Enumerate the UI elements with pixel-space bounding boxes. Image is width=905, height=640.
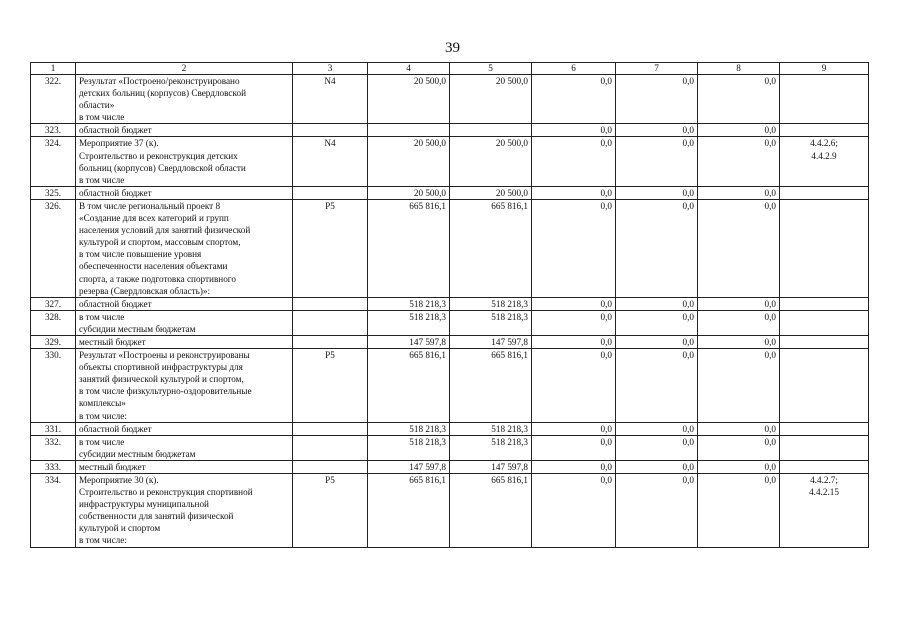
reference-line: 4.4.2.6; [810,138,838,149]
cell-c9 [780,124,869,137]
row-description [76,460,293,473]
row-description [76,186,293,199]
cell-c4 [368,124,450,137]
cell-c3 [293,435,368,460]
row-description [76,199,293,297]
cell-c5: 665 816,1 [450,349,532,423]
cell-c9 [780,474,869,548]
cell-c8: 0,0 [698,422,780,435]
cell-c3: P5 [293,199,368,297]
column-header: 7 [616,63,698,75]
row-number: 333. [31,460,76,473]
table-row [31,310,869,335]
cell-c3: P5 [293,349,368,423]
column-header: 8 [698,63,780,75]
page-number: 39 [445,40,460,56]
cell-c5: 147 597,8 [450,335,532,348]
cell-c5: 20 500,0 [450,137,532,186]
row-number: 332. [31,435,76,460]
description-line: в том числе: [79,535,127,546]
cell-c3 [293,297,368,310]
cell-c9 [780,460,869,473]
cell-c7: 0,0 [616,137,698,186]
description-line: комплексы» [79,398,126,409]
cell-c5: 518 218,3 [450,422,532,435]
cell-c3 [293,124,368,137]
cell-c8: 0,0 [698,435,780,460]
description-line: субсидии местным бюджетам [79,448,196,459]
cell-c6: 0,0 [532,474,616,548]
description-line: в том числе [79,311,125,322]
table-header-row [31,63,869,75]
cell-c4: 147 597,8 [368,335,450,348]
cell-c7: 0,0 [616,199,698,297]
cell-c4: 665 816,1 [368,199,450,297]
cell-c6: 0,0 [532,460,616,473]
cell-c6: 0,0 [532,186,616,199]
cell-c4: 20 500,0 [368,186,450,199]
cell-c3: N4 [293,75,368,124]
cell-c3: N4 [293,137,368,186]
cell-c3 [293,460,368,473]
cell-c8: 0,0 [698,460,780,473]
row-number: 323. [31,124,76,137]
reference-line: 4.4.2.15 [809,487,839,498]
cell-c7: 0,0 [616,186,698,199]
row-number: 329. [31,335,76,348]
row-description [76,474,293,548]
cell-c9 [780,422,869,435]
cell-c4: 665 816,1 [368,349,450,423]
cell-c9 [780,310,869,335]
cell-c7: 0,0 [616,124,698,137]
cell-c6: 0,0 [532,75,616,124]
description-line: Мероприятие 37 (к). [79,138,159,149]
column-header: 5 [450,63,532,75]
row-number: 326. [31,199,76,297]
row-number: 328. [31,310,76,335]
cell-c6: 0,0 [532,137,616,186]
cell-c3 [293,422,368,435]
description-line: В том числе региональный проект 8 [79,200,221,211]
cell-c9 [780,297,869,310]
cell-c5: 518 218,3 [450,435,532,460]
cell-c7: 0,0 [616,349,698,423]
cell-c5: 518 218,3 [450,297,532,310]
cell-c6: 0,0 [532,297,616,310]
description-line: детских больниц (корпусов) Свердловской [79,88,247,99]
cell-c8: 0,0 [698,310,780,335]
description-line: Результат «Построены и реконструированы [79,350,250,361]
table-row [31,460,869,473]
table-row [31,75,869,124]
cell-c7: 0,0 [616,474,698,548]
column-header: 6 [532,63,616,75]
table-row [31,137,869,186]
description-line: населения условий для занятий физической [79,225,251,236]
reference-line: 4.4.2.7; [810,475,838,485]
cell-c4: 665 816,1 [368,474,450,548]
cell-c5: 665 816,1 [450,474,532,548]
reference-line: 4.4.2.9 [811,150,837,161]
description-line: Строительство и реконструкция спортивной [79,487,253,498]
cell-c9 [780,137,869,186]
cell-c8: 0,0 [698,199,780,297]
row-description [76,435,293,460]
cell-c9 [780,75,869,124]
description-line: в том числе повышение уровня [79,249,202,260]
cell-c7: 0,0 [616,310,698,335]
description-line: областной бюджет [79,125,152,136]
cell-c9 [780,349,869,423]
description-line: областной бюджет [79,187,152,198]
cell-c7: 0,0 [616,435,698,460]
description-line: местный бюджет [79,461,146,472]
cell-c4: 20 500,0 [368,137,450,186]
row-description [76,310,293,335]
cell-c8: 0,0 [698,137,780,186]
description-line: обеспеченности населения объектами [79,261,228,272]
cell-c9 [780,199,869,297]
row-description [76,137,293,186]
cell-c7: 0,0 [616,460,698,473]
cell-c6: 0,0 [532,199,616,297]
row-number: 334. [31,474,76,548]
column-header: 1 [31,63,76,75]
row-description [76,297,293,310]
description-line: культурой и спортом [79,523,161,534]
cell-c3 [293,310,368,335]
description-line: объекты спортивной инфраструктуры для [79,362,243,373]
description-line: в том числе физкультурно-оздоровительные [79,386,252,397]
table-row [31,435,869,460]
row-description [76,335,293,348]
cell-c5 [450,124,532,137]
row-number: 330. [31,349,76,423]
column-header: 9 [780,63,869,75]
column-header: 2 [76,63,293,75]
description-line: культурой и спортом, массовым спортом, [79,237,241,248]
cell-c6: 0,0 [532,124,616,137]
cell-c6: 0,0 [532,422,616,435]
cell-c8: 0,0 [698,474,780,548]
row-number: 325. [31,186,76,199]
description-line: в том числе [79,112,125,123]
description-line: области» [79,100,115,111]
cell-c5: 665 816,1 [450,199,532,297]
description-line: занятий физической культурой и спортом, [79,374,244,385]
description-line: Результат «Построено/реконструировано [79,76,240,86]
cell-c6: 0,0 [532,335,616,348]
cell-c8: 0,0 [698,124,780,137]
row-description [76,422,293,435]
description-line: собственности для занятий физической [79,511,234,522]
column-header: 4 [368,63,450,75]
cell-c6: 0,0 [532,349,616,423]
cell-c4: 147 597,8 [368,460,450,473]
budget-table [30,62,869,548]
table-row [31,186,869,199]
cell-c5: 147 597,8 [450,460,532,473]
description-line: Мероприятие 30 (к). [79,475,159,485]
cell-c6: 0,0 [532,310,616,335]
table-body [31,75,869,548]
description-line: в том числе [79,436,125,447]
column-header: 3 [293,63,368,75]
cell-c8: 0,0 [698,186,780,199]
row-description [76,349,293,423]
row-description [76,124,293,137]
cell-c5: 20 500,0 [450,186,532,199]
description-line: в том числе [79,174,125,185]
table-row [31,335,869,348]
cell-c9 [780,335,869,348]
description-line: «Создание для всех категорий и групп [79,213,229,224]
table-row [31,199,869,297]
cell-c9 [780,186,869,199]
table-row [31,474,869,548]
cell-c7: 0,0 [616,335,698,348]
description-line: больниц (корпусов) Свердловской области [79,162,246,173]
cell-c4: 518 218,3 [368,435,450,460]
table-row [31,124,869,137]
table-row [31,297,869,310]
cell-c3: P5 [293,474,368,548]
description-line: инфраструктуры муниципальной [79,499,209,510]
cell-c4: 518 218,3 [368,422,450,435]
description-line: Строительство и реконструкция детских [79,150,238,161]
cell-c7: 0,0 [616,422,698,435]
description-line: областной бюджет [79,298,152,309]
cell-c7: 0,0 [616,297,698,310]
description-line: местный бюджет [79,336,146,347]
row-number: 324. [31,137,76,186]
description-line: областной бюджет [79,423,152,434]
cell-c8: 0,0 [698,75,780,124]
cell-c8: 0,0 [698,335,780,348]
row-description [76,75,293,124]
cell-c8: 0,0 [698,297,780,310]
description-line: резерва (Свердловская область)»: [79,285,211,296]
cell-c9 [780,435,869,460]
cell-c5: 518 218,3 [450,310,532,335]
description-line: спорта, а также подготовка спортивного [79,273,236,284]
row-number: 327. [31,297,76,310]
table-row [31,349,869,423]
cell-c5: 20 500,0 [450,75,532,124]
cell-c8: 0,0 [698,349,780,423]
row-number: 331. [31,422,76,435]
cell-c3 [293,186,368,199]
cell-c4: 20 500,0 [368,75,450,124]
cell-c7: 0,0 [616,75,698,124]
cell-c3 [293,335,368,348]
description-line: в том числе: [79,410,127,421]
cell-c4: 518 218,3 [368,297,450,310]
row-number: 322. [31,75,76,124]
cell-c4: 518 218,3 [368,310,450,335]
description-line: субсидии местным бюджетам [79,323,196,334]
cell-c6: 0,0 [532,435,616,460]
table-row [31,422,869,435]
